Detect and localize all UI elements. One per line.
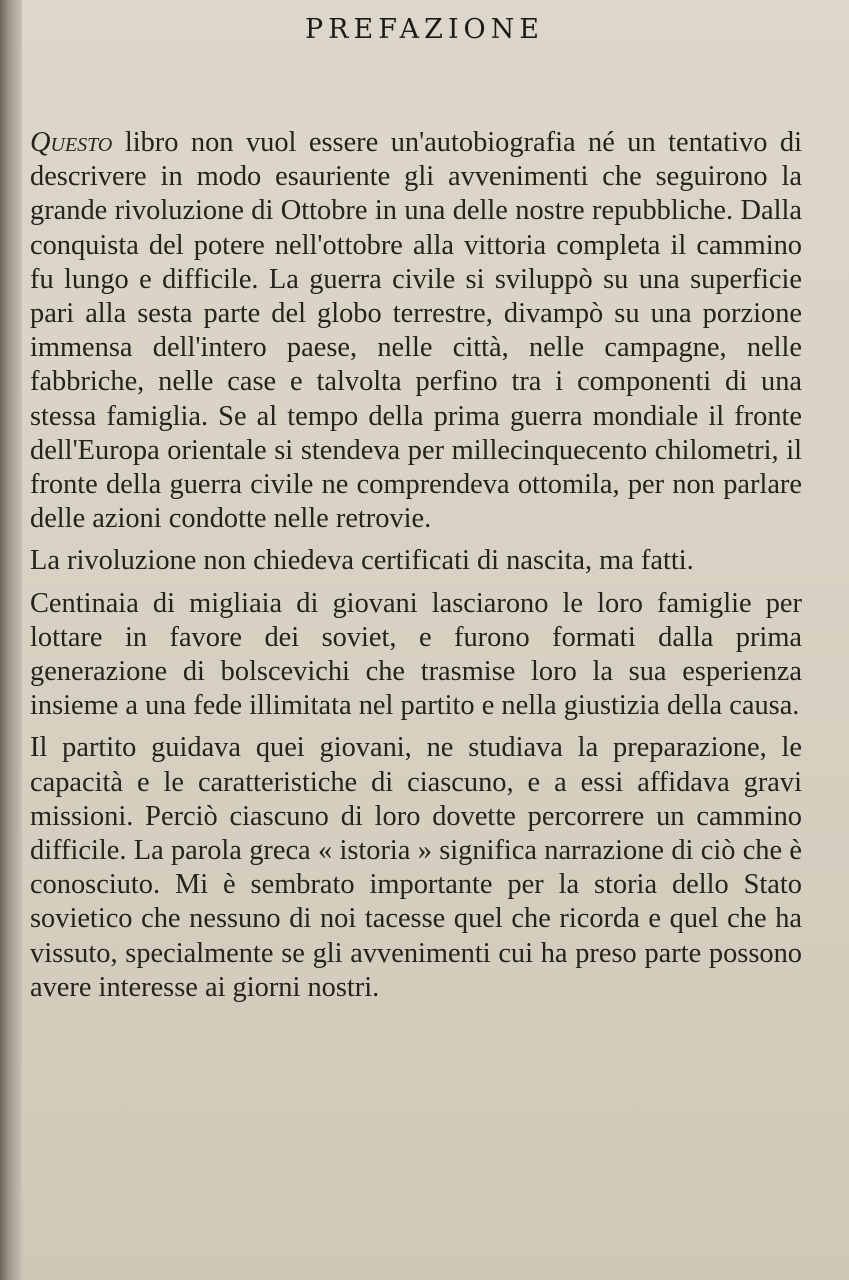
paragraph-3: Centinaia di migliaia di giovani lasciarono le loro famiglie per lottare in favore dei soviet, e furono formati dalla prima generazione di bolscevichi che trasmise loro la sua esperienza insieme a una fede illimitata nel partito e nella giustizia della causa. xyxy=(30,587,802,722)
paragraph-4: Il partito guidava quei giovani, ne studiava la preparazione, le capacità e le caratteristiche di ciascuno, e a essi affidava gravi missioni. Perciò ciascuno di loro dovette percorrere un cammino difficile. La parola greca « istoria » significa narrazione di ciò che è conosciuto. Mi è sembrato importante per la storia dello Stato sovietico che nessuno di noi tacesse quel che ricorda e quel che ha vissuto, specialmente se gli avvenimenti cui ha preso parte possono avere interesse ai giorni nostri. xyxy=(30,732,802,1003)
page-title: PREFAZIONE xyxy=(305,14,544,45)
paragraph-1-text: libro non vuol essere un'autobiografia né un tentativo di descrivere in modo esauriente gli avvenimenti che seguirono la grande rivoluzione di Ottobre in una delle nostre repubbliche. Dalla conquista del potere nell'ottobre alla vittoria completa il cammino fu lungo e difficile. La guerra civile si sviluppò su una superficie pari alla sesta parte del globo terrestre, divampò su una porzione immensa dell'intero paese, nelle città, nelle campagne, nelle fabbriche, nelle case e talvolta perfino tra i componenti di una stessa famiglia. Se al tempo della prima guerra mondiale il fronte dell'Europa orientale si stendeva per millecinquecento chilometri, il fronte della guerra civile ne comprendeva ottomila, per non parlare delle azioni condotte nelle retrovie. xyxy=(30,127,802,535)
paragraph-1 xyxy=(30,126,802,536)
paragraph-2: La rivoluzione non chiedeva certificati di nascita, ma fatti. xyxy=(30,545,694,577)
body-text xyxy=(30,126,802,1005)
paragraph-1-lead: Questo xyxy=(30,127,113,158)
